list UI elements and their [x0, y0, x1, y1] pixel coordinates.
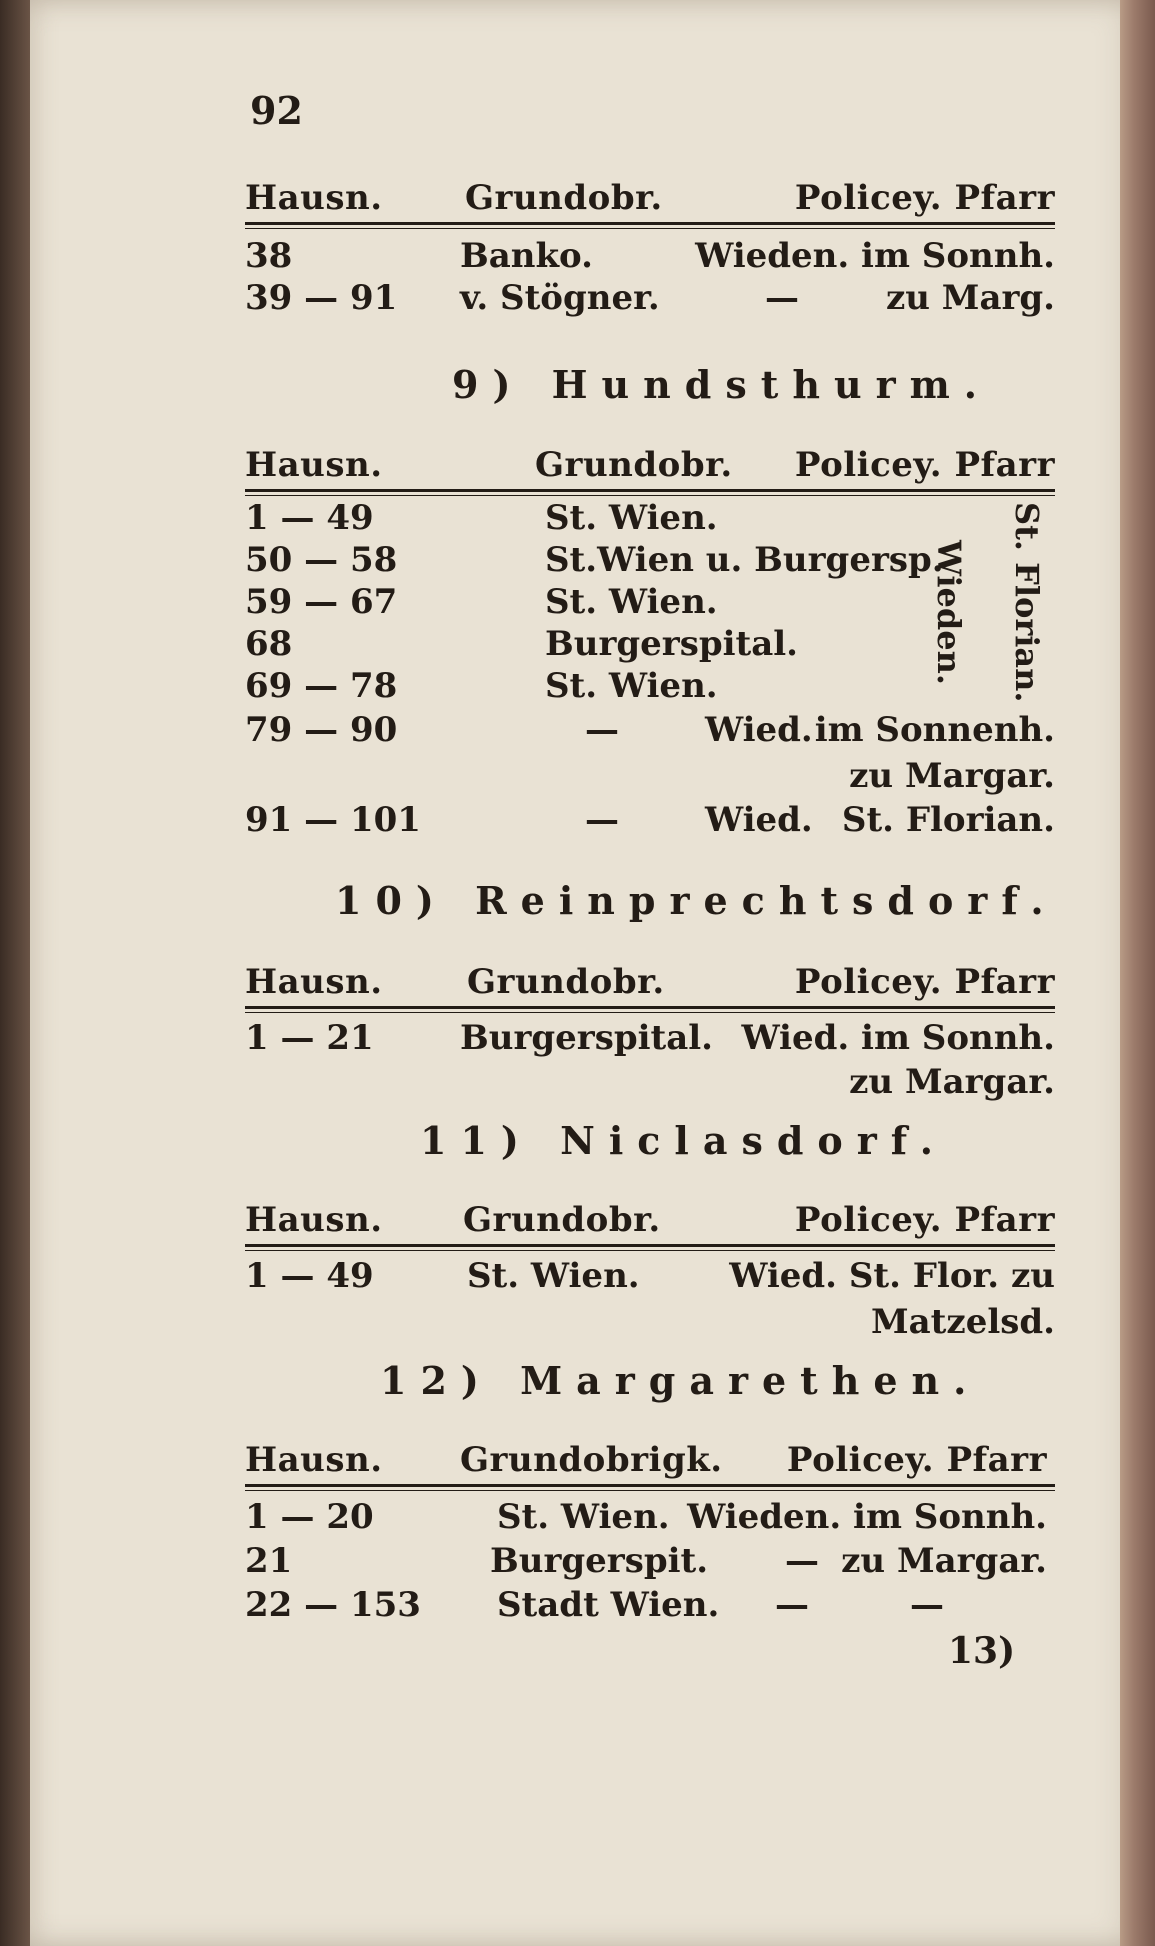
table-row	[245, 1302, 1055, 1342]
section-title: 10) Reinprechtsdorf.	[335, 878, 1058, 923]
cell-grundobr: St.Wien u. Burgersp.	[545, 540, 944, 580]
table-header	[245, 445, 1055, 489]
cell-hausn: 1 — 21	[245, 1018, 374, 1058]
cell-hausn: 79 — 90	[245, 710, 398, 750]
cell-grundobr: St. Wien.	[545, 498, 718, 538]
header-grundobr: Grundobr.	[463, 1200, 661, 1240]
header-grundobr: Grundobrigk.	[460, 1440, 723, 1480]
table-row	[245, 278, 1055, 318]
header-policey-pfarr: Policey. Pfarr	[786, 1440, 1047, 1480]
header-grundobr: Grundobr.	[465, 178, 663, 218]
cell-policey: Wied. St. Flor. zu	[729, 1256, 1055, 1296]
table-header	[245, 962, 1055, 1006]
cell-pfarr: St. Florian.	[841, 800, 1055, 840]
table-row	[245, 1256, 1055, 1296]
vertical-police-label: Wieden.	[930, 540, 968, 686]
cell-pfarr: im Sonnenh.	[814, 710, 1055, 750]
cell-pfarr: zu Margar.	[849, 756, 1055, 796]
section-title: 12) Margarethen.	[380, 1358, 981, 1403]
table-row	[245, 756, 1055, 796]
table-row	[245, 1541, 1055, 1581]
cell-grundobr: Burgerspital.	[460, 1018, 714, 1058]
cell-hausn: 1 — 49	[245, 1256, 374, 1296]
cell-hausn: 1 — 20	[245, 1497, 374, 1537]
header-hausn: Hausn.	[245, 178, 383, 218]
cell-grundobr: Stadt Wien.	[497, 1585, 720, 1625]
header-rule	[245, 489, 1055, 496]
header-grundobr: Grundobr.	[535, 445, 733, 485]
cell-hausn: 91 — 101	[245, 800, 421, 840]
cell-hausn: 59 — 67	[245, 582, 398, 622]
table-row	[245, 1497, 1055, 1537]
table-row	[245, 236, 1055, 276]
header-hausn: Hausn.	[245, 445, 383, 485]
cell-grundobr: Burgerspit.	[490, 1541, 709, 1581]
cell-hausn: 68	[245, 624, 293, 664]
cell-hausn: 1 — 49	[245, 498, 374, 538]
header-policey-pfarr: Policey. Pfarr	[794, 1200, 1055, 1240]
cell-grundobr: —	[585, 800, 619, 840]
header-rule	[245, 222, 1055, 229]
header-policey-pfarr: Policey. Pfarr	[794, 178, 1055, 218]
section-title: 9) Hundsthurm.	[452, 362, 992, 407]
cell-policey: Wied. im Sonnh.	[741, 1018, 1055, 1058]
cell-pfarr: Matzelsd.	[871, 1302, 1055, 1342]
cell-pfarr: —	[910, 1585, 944, 1625]
catchword: 13)	[948, 1630, 1016, 1672]
cell-grundobr: St. Wien.	[467, 1256, 640, 1296]
header-hausn: Hausn.	[245, 1440, 383, 1480]
cell-hausn: 38	[245, 236, 293, 276]
header-hausn: Hausn.	[245, 1200, 383, 1240]
section-title: 11) Niclasdorf.	[420, 1118, 948, 1163]
cell-pfarr: zu Margar.	[841, 1541, 1047, 1581]
cell-hausn: 22 — 153	[245, 1585, 421, 1625]
cell-hausn: 21	[245, 1541, 293, 1581]
cell-grundobr: —	[585, 710, 619, 750]
header-grundobr: Grundobr.	[467, 962, 665, 1002]
table-header	[245, 178, 1055, 222]
cell-policey: —	[785, 1541, 819, 1581]
header-policey-pfarr: Policey. Pfarr	[794, 962, 1055, 1002]
cell-policey: —	[775, 1585, 809, 1625]
cell-grundobr: Banko.	[460, 236, 593, 276]
page-edge	[1120, 0, 1155, 1946]
header-rule	[245, 1244, 1055, 1251]
page-number: 92	[250, 88, 303, 133]
cell-policey: Wied.	[705, 800, 813, 840]
table-row	[245, 1062, 1055, 1102]
book-spine	[0, 0, 30, 1946]
cell-grundobr: St. Wien.	[545, 582, 718, 622]
cell-hausn: 50 — 58	[245, 540, 398, 580]
cell-policey: —	[765, 278, 799, 318]
header-hausn: Hausn.	[245, 962, 383, 1002]
table-header	[245, 1200, 1055, 1244]
header-policey-pfarr: Policey. Pfarr	[794, 445, 1055, 485]
cell-pfarr: zu Margar.	[849, 1062, 1055, 1102]
header-rule	[245, 1006, 1055, 1013]
vertical-pfarr-label: St. Florian.	[1008, 502, 1046, 703]
table-row	[245, 710, 1055, 750]
cell-grundobr: St. Wien.	[497, 1497, 670, 1537]
table-row	[245, 800, 1055, 840]
cell-grundobr: St. Wien.	[545, 666, 718, 706]
table-row	[245, 498, 1055, 538]
table-row	[245, 1018, 1055, 1058]
table-row	[245, 1585, 1055, 1625]
header-rule	[245, 1484, 1055, 1491]
cell-grundobr: v. Stögner.	[460, 278, 660, 318]
cell-hausn: 39 — 91	[245, 278, 398, 318]
cell-policey: Wied.	[705, 710, 813, 750]
cell-grundobr: Burgerspital.	[545, 624, 799, 664]
table-header	[245, 1440, 1055, 1484]
cell-pfarr: zu Marg.	[885, 278, 1055, 318]
cell-hausn: 69 — 78	[245, 666, 398, 706]
cell-policey: Wieden. im Sonnh.	[695, 236, 1055, 276]
cell-policey: Wieden. im Sonnh.	[687, 1497, 1047, 1537]
